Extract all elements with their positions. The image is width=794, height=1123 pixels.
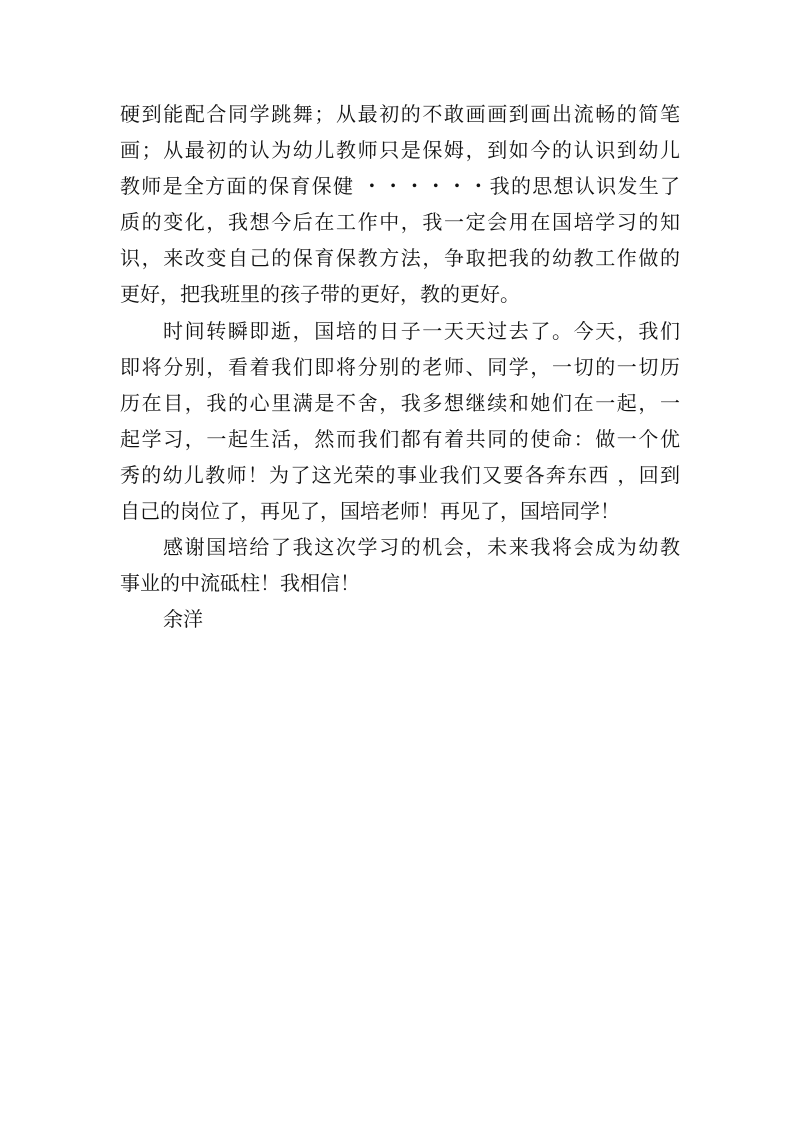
body-line: 即将分别，看着我们即将分别的老师、同学，一切的一切历 [120,354,680,379]
paragraph-start-line: 感谢国培给了我这次学习的机会，未来我将会成为幼教 [163,535,680,560]
author-signature: 余洋 [163,607,203,632]
body-line: 硬到能配合同学跳舞；从最初的不敢画画到画出流畅的简笔 [120,102,680,126]
body-line: 自己的岗位了，再见了，国培老师！再见了，国培同学！ [120,499,620,524]
body-line: 历在目，我的心里满是不舍，我多想继续和她们在一起，一 [120,390,680,415]
letter-body [120,96,680,637]
body-line: 教师是全方面的保育保健 ・・・・・・我的思想认识发生了 [120,174,680,199]
body-line: 质的变化，我想今后在工作中，我一定会用在国培学习的知 [120,210,680,235]
body-line: 起学习，一起生活，然而我们都有着共同的使命：做一个优 [120,426,680,451]
body-line: 秀的幼儿教师！为了这光荣的事业我们又要各奔东西 ，回到 [120,462,680,487]
body-line: 事业的中流砥柱！我相信！ [120,571,360,596]
body-line: 识，来改变自己的保育保教方法，争取把我的幼教工作做的 [120,246,680,271]
body-line: 更好，把我班里的孩子带的更好，教的更好。 [120,282,520,307]
body-line: 画；从最初的认为幼儿教师只是保姆，到如今的认识到幼儿 [120,138,680,163]
paragraph-start-line: 时间转瞬即逝，国培的日子一天天过去了。今天，我们 [163,318,680,343]
